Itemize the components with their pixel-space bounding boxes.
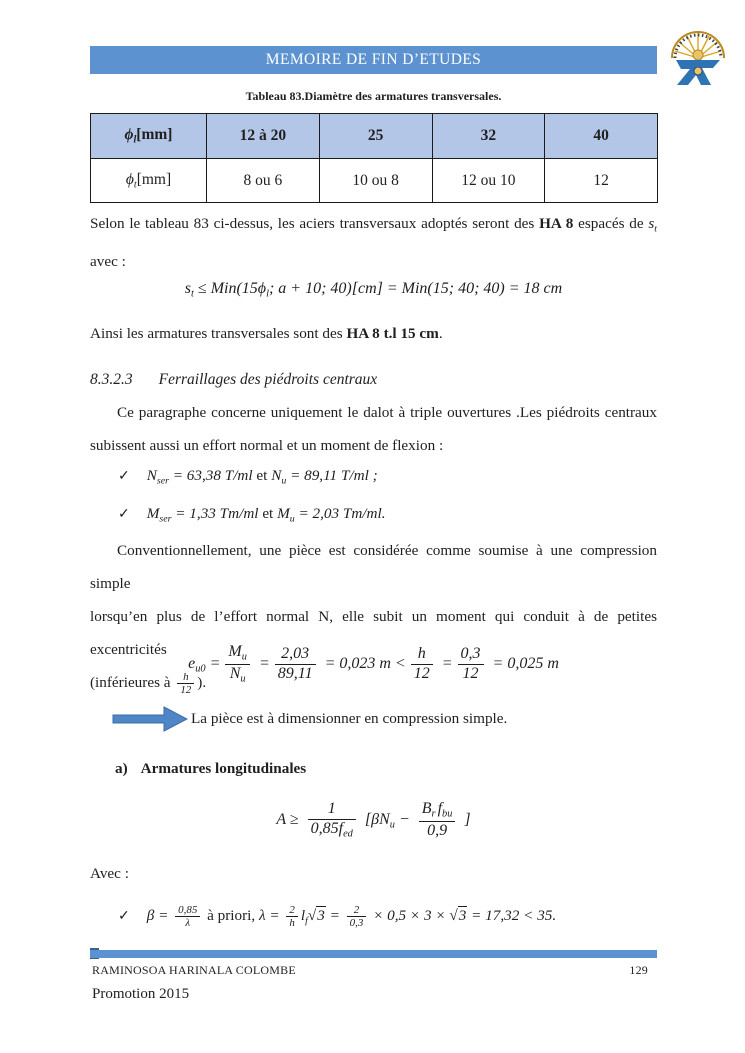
fraction-085-lambda: $\frac{0,85}{\lambda}$ (175, 904, 200, 929)
footer-rule (90, 950, 657, 958)
fraction-1-085fed: $\frac{1}{0,85f_{ed}}$ (308, 800, 356, 840)
subheading-a (115, 752, 306, 785)
check-icon: ✓ (118, 507, 130, 523)
paragraph-conv-line2: lorsqu’en plus de l’effort normal N, elle subit un moment qui conduit à de petites excentricités (90, 608, 657, 658)
header-cell-phi-l: $\phi_l[mm]$ (91, 114, 207, 159)
paragraph-conv-line3: (inférieures à $\frac{h}{12}$ ). (90, 670, 207, 697)
header-cell: 40 (545, 114, 658, 159)
fraction-2-03: $\frac{2}{0,3}$ (347, 904, 367, 929)
footer-author: RAMINOSOA HARINALA COLOMBE (92, 963, 296, 977)
paragraph-ce-line1: Ce paragraphe concerne uniquement le dalot à triple ouvertures .Les piédroits centraux (117, 404, 657, 421)
data-cell-phi-t: $\phi_t[mm]$ (91, 159, 207, 203)
fraction-03-12: $\frac{0,3}{12}$ (458, 645, 484, 683)
data-cell: 10 ou 8 (319, 159, 432, 203)
fraction-2-h: $\frac{2}{h}$ (286, 904, 297, 929)
data-cell: 12 ou 10 (432, 159, 545, 203)
paragraph-avec: Avec : (90, 865, 129, 882)
table-data-row (91, 159, 658, 203)
paragraph-conv-line1: Conventionnellement, une pièce est considérée comme soumise à une compression simple (90, 542, 657, 592)
paragraph-ce-line2: subissent aussi un effort normal et un moment de flexion : (90, 437, 444, 454)
logo-emblem-icon (665, 25, 731, 91)
fraction-203-8911: $\frac{2,03}{89,11}$ (275, 645, 316, 683)
header-cell: 12 à 20 (207, 114, 320, 159)
sqrt-3: √3 (449, 907, 467, 924)
subheading-label: a) (115, 760, 128, 777)
fraction-h-12: $\frac{h}{12}$ (177, 671, 194, 696)
header-cell: 25 (319, 114, 432, 159)
formula-a: A ≥ $\frac{1}{0,85f_{ed}}$ [$\beta N_u$ − $\frac{B_r f_{bu}}{0,9}$ ] (276, 800, 471, 840)
fraction-brfbu-09: $\frac{B_r f_{bu}}{0,9}$ (419, 800, 456, 840)
bullet-item-m: ✓ $M_{ser} = 1,33$ Tm/ml et $M_u = 2,03$ Tm/ml. (118, 505, 386, 525)
conclusion-line (90, 702, 657, 736)
section-heading-8-3-2-3 (90, 363, 377, 396)
diameter-table (90, 113, 658, 203)
right-arrow-icon (112, 706, 188, 732)
header-bar (90, 46, 657, 74)
paragraph-selon-line2: avec : (90, 253, 126, 271)
section-number: 8.3.2.3 (90, 371, 133, 388)
subheading-title: Armatures longitudinales (140, 760, 307, 777)
section-title: Ferraillages des piédroits centraux (158, 371, 378, 388)
check-icon: ✓ (118, 909, 130, 924)
paragraph-ainsi: Ainsi les armatures transversales sont des HA 8 t.l 15 cm. (90, 325, 443, 342)
sqrt-3: √3 (307, 907, 325, 924)
paragraph-selon (90, 207, 657, 278)
check-icon: ✓ (118, 469, 130, 484)
data-cell: 8 ou 6 (207, 159, 320, 203)
bullet-list-efforts (118, 459, 638, 536)
bullet-item-n: ✓ $N_{ser} = 63,38$ T/ml et $N_u = 89,11$ T/ml ; (118, 467, 378, 487)
bullet-beta: ✓ β = $\frac{0,85}{\lambda}$ à priori, λ = $\frac{2}{h}$ $l_f√3$ = $\frac{2}{0,3}$ × 0,5 × 3 × √3 = 17,32 < 35. (118, 903, 557, 930)
footer-row (92, 963, 648, 978)
footer-promotion: Promotion 2015 (92, 986, 190, 1002)
footer-page-number: 129 (629, 963, 648, 977)
paragraph-selon-line1: Selon le tableau 83 ci-dessus, les aciers transversaux adoptés seront des HA 8 espacés de $s_t$ (90, 215, 658, 235)
table-caption: Tableau 83.Diamètre des armatures transversales. (245, 89, 502, 103)
fraction-mu-nu: $\frac{M_u}{N_u}$ (225, 643, 250, 685)
header-cell: 32 (432, 114, 545, 159)
formula-eu0: $e_{u0}$ = $\frac{M_u}{N_u}$ = $\frac{2,03}{89,11}$ = 0,023 m < $\frac{h}{12}$ = $\frac{0,3}{12}$ = 0,025 m (188, 643, 559, 685)
university-logo (665, 25, 731, 91)
table-header-row (91, 114, 658, 159)
conclusion-text: La pièce est à dimensionner en compression simple. (191, 710, 508, 727)
fraction-h-12: $\frac{h}{12}$ (411, 645, 433, 683)
paragraph-ce (90, 396, 657, 462)
data-cell: 12 (545, 159, 658, 203)
formula-st: $s_t \le Min(15\phi_l$; a + 10; 40)[cm] = Min(15; 40; 40) = 18 cm (184, 280, 563, 300)
header-title: MEMOIRE DE FIN D’ETUDES (265, 51, 482, 68)
